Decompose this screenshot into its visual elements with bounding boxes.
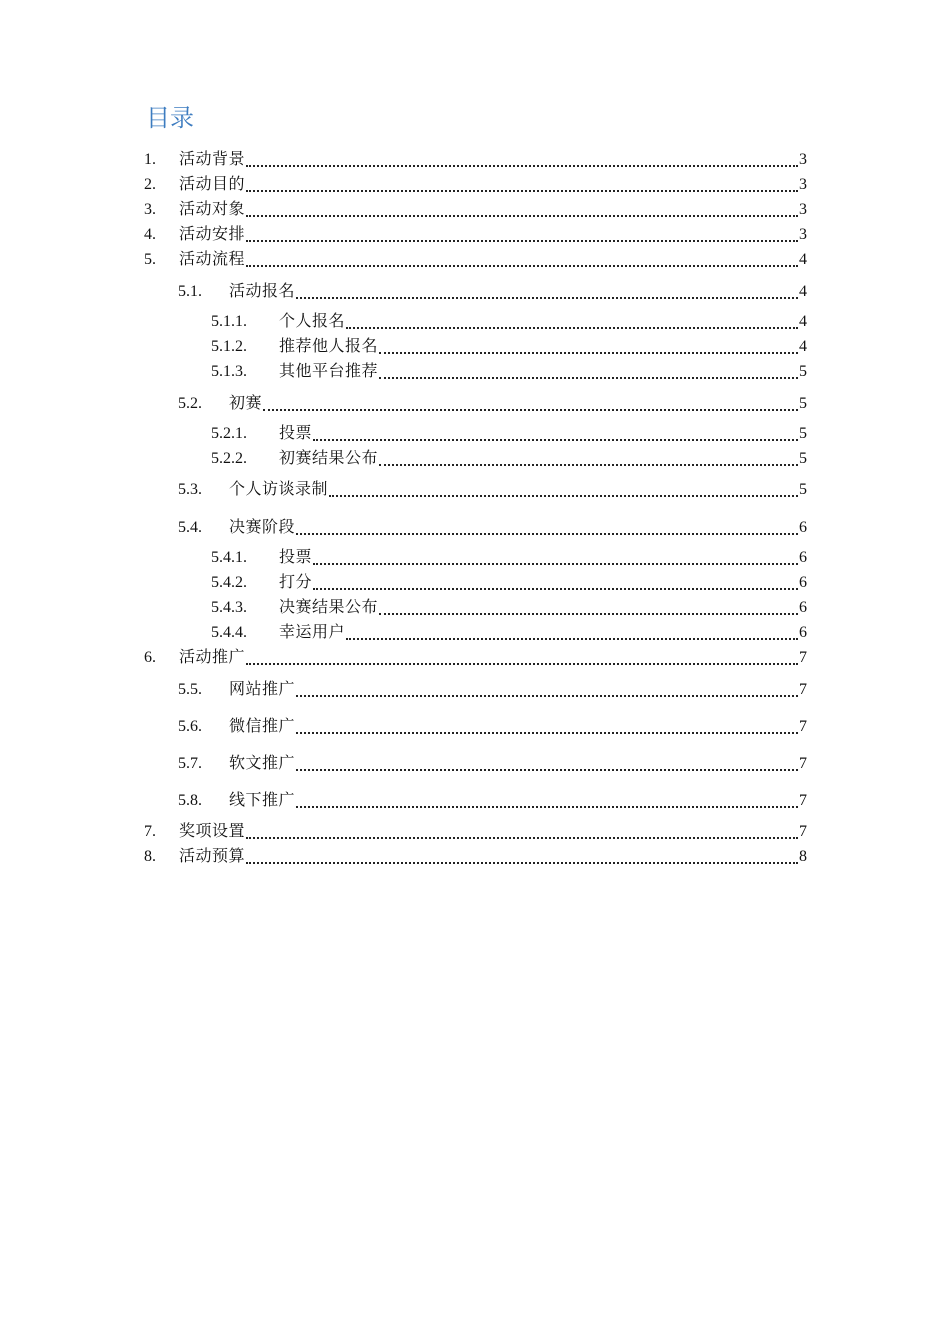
toc-entry-title: 初赛结果公布 bbox=[279, 450, 379, 467]
toc-entry[interactable] bbox=[211, 572, 807, 594]
toc-entry-number: 5.1.3. bbox=[211, 363, 247, 380]
toc-entry-title: 推荐他人报名 bbox=[279, 338, 379, 355]
toc-entry[interactable] bbox=[178, 716, 807, 738]
toc-entry-title: 个人访谈录制 bbox=[229, 481, 329, 498]
toc-dot-leader bbox=[329, 493, 798, 497]
toc-dot-leader bbox=[379, 350, 798, 354]
toc-entry[interactable] bbox=[144, 224, 807, 246]
toc-entry-number: 5.5. bbox=[178, 681, 202, 698]
toc-entry-page-number: 8 bbox=[799, 848, 807, 865]
toc-entry-page-number: 7 bbox=[799, 718, 807, 735]
toc-entry-number: 8. bbox=[144, 848, 156, 865]
toc-entry-title: 活动推广 bbox=[179, 649, 246, 666]
toc-entry[interactable] bbox=[178, 393, 807, 415]
toc-entry-number: 1. bbox=[144, 151, 156, 168]
toc-entry-title: 活动安排 bbox=[179, 226, 246, 243]
toc-entry-title: 网站推广 bbox=[229, 681, 296, 698]
toc-entry-title: 幸运用户 bbox=[279, 624, 346, 641]
toc-entry-page-number: 5 bbox=[799, 363, 807, 380]
toc-entry[interactable] bbox=[211, 448, 807, 470]
toc-entry-title: 决赛阶段 bbox=[229, 519, 296, 536]
toc-entry[interactable] bbox=[178, 753, 807, 775]
toc-entry[interactable] bbox=[178, 790, 807, 812]
toc-dot-leader bbox=[379, 375, 798, 379]
toc-dot-leader bbox=[313, 586, 798, 590]
toc-entry-page-number: 3 bbox=[799, 176, 807, 193]
toc-dot-leader bbox=[246, 661, 798, 665]
toc-entry-page-number: 4 bbox=[799, 283, 807, 300]
toc-entry-number: 5.6. bbox=[178, 718, 202, 735]
toc-entry[interactable] bbox=[211, 423, 807, 445]
toc-entry-page-number: 4 bbox=[799, 313, 807, 330]
toc-dot-leader bbox=[379, 611, 798, 615]
toc-dot-leader bbox=[246, 835, 798, 839]
toc-entry-title: 活动目的 bbox=[179, 176, 246, 193]
toc-entry-number: 4. bbox=[144, 226, 156, 243]
toc-dot-leader bbox=[246, 860, 798, 864]
toc-dot-leader bbox=[296, 295, 798, 299]
toc-entry-title: 软文推广 bbox=[229, 755, 296, 772]
toc-dot-leader bbox=[379, 462, 798, 466]
toc-entry-page-number: 6 bbox=[799, 549, 807, 566]
toc-entry-page-number: 7 bbox=[799, 649, 807, 666]
toc-entry-number: 6. bbox=[144, 649, 156, 666]
toc-entry[interactable] bbox=[211, 311, 807, 333]
toc-entry-number: 5.4.4. bbox=[211, 624, 247, 641]
toc-entry-number: 5. bbox=[144, 251, 156, 268]
toc-entry[interactable] bbox=[144, 174, 807, 196]
toc-dot-leader bbox=[296, 730, 798, 734]
toc-entry-title: 其他平台推荐 bbox=[279, 363, 379, 380]
toc-entry-page-number: 6 bbox=[799, 519, 807, 536]
toc-dot-leader bbox=[296, 693, 798, 697]
toc-entry[interactable] bbox=[211, 547, 807, 569]
toc-entry-page-number: 7 bbox=[799, 755, 807, 772]
toc-dot-leader bbox=[296, 767, 798, 771]
toc-entry[interactable] bbox=[144, 846, 807, 868]
toc-dot-leader bbox=[263, 407, 798, 411]
toc-entry-title: 活动对象 bbox=[179, 201, 246, 218]
toc-dot-leader bbox=[313, 437, 798, 441]
toc-entry-number: 5.1.2. bbox=[211, 338, 247, 355]
toc-dot-leader bbox=[246, 213, 798, 217]
toc-entry-title: 决赛结果公布 bbox=[279, 599, 379, 616]
toc-entry-title: 投票 bbox=[279, 549, 313, 566]
toc-entry-number: 7. bbox=[144, 823, 156, 840]
toc-entry[interactable] bbox=[211, 361, 807, 383]
toc-dot-leader bbox=[246, 188, 798, 192]
toc-entry[interactable] bbox=[211, 336, 807, 358]
toc-entry-page-number: 5 bbox=[799, 481, 807, 498]
toc-entry-page-number: 6 bbox=[799, 574, 807, 591]
toc-entry-title: 活动背景 bbox=[179, 151, 246, 168]
toc-entry-number: 5.3. bbox=[178, 481, 202, 498]
toc-entry-title: 活动预算 bbox=[179, 848, 246, 865]
toc-entry[interactable] bbox=[178, 281, 807, 303]
toc-entry-page-number: 7 bbox=[799, 681, 807, 698]
toc-entry-number: 5.1. bbox=[178, 283, 202, 300]
toc-entry[interactable] bbox=[211, 622, 807, 644]
toc-entry-number: 2. bbox=[144, 176, 156, 193]
toc-dot-leader bbox=[246, 238, 798, 242]
toc-entry-number: 5.8. bbox=[178, 792, 202, 809]
toc-entry-number: 5.4.2. bbox=[211, 574, 247, 591]
toc-entry[interactable] bbox=[144, 199, 807, 221]
toc-entry-page-number: 6 bbox=[799, 624, 807, 641]
toc-entry-number: 5.2.2. bbox=[211, 450, 247, 467]
toc-dot-leader bbox=[296, 531, 798, 535]
toc-entry[interactable] bbox=[144, 149, 807, 171]
toc-entry-page-number: 5 bbox=[799, 425, 807, 442]
toc-dot-leader bbox=[246, 263, 798, 267]
toc-entry-page-number: 5 bbox=[799, 395, 807, 412]
toc-entry-page-number: 6 bbox=[799, 599, 807, 616]
toc-entry[interactable] bbox=[178, 479, 807, 501]
toc-entry-page-number: 4 bbox=[799, 251, 807, 268]
toc-entry[interactable] bbox=[144, 821, 807, 843]
toc-entry-number: 5.7. bbox=[178, 755, 202, 772]
toc-entry-page-number: 7 bbox=[799, 792, 807, 809]
toc-dot-leader bbox=[346, 636, 798, 640]
toc-entry-title: 投票 bbox=[279, 425, 313, 442]
toc-entry-page-number: 3 bbox=[799, 201, 807, 218]
toc-entry-number: 5.2. bbox=[178, 395, 202, 412]
toc-dot-leader bbox=[313, 561, 798, 565]
toc-entry-number: 5.4.1. bbox=[211, 549, 247, 566]
toc-entry[interactable] bbox=[178, 517, 807, 539]
toc-dot-leader bbox=[296, 804, 798, 808]
toc-entry-page-number: 3 bbox=[799, 226, 807, 243]
toc-entry-number: 5.1.1. bbox=[211, 313, 247, 330]
toc-entry-page-number: 4 bbox=[799, 338, 807, 355]
toc-dot-leader bbox=[246, 163, 798, 167]
toc-entry-page-number: 5 bbox=[799, 450, 807, 467]
toc-entry-title: 个人报名 bbox=[279, 313, 346, 330]
toc-entry[interactable] bbox=[178, 679, 807, 701]
toc-entry-title: 微信推广 bbox=[229, 718, 296, 735]
toc-entry-title: 打分 bbox=[279, 574, 313, 591]
toc-title: 目录 bbox=[146, 104, 194, 132]
toc-entry-title: 线下推广 bbox=[229, 792, 296, 809]
toc-entry-title: 初赛 bbox=[229, 395, 263, 412]
toc-entry[interactable] bbox=[211, 597, 807, 619]
toc-entry-page-number: 7 bbox=[799, 823, 807, 840]
toc-entry[interactable] bbox=[144, 249, 807, 271]
toc-entry-number: 3. bbox=[144, 201, 156, 218]
toc-entry-title: 活动报名 bbox=[229, 283, 296, 300]
toc-entry-page-number: 3 bbox=[799, 151, 807, 168]
toc-entry-number: 5.4.3. bbox=[211, 599, 247, 616]
toc-entry[interactable] bbox=[144, 647, 807, 669]
toc-dot-leader bbox=[346, 325, 798, 329]
toc-entry-title: 活动流程 bbox=[179, 251, 246, 268]
toc-entry-number: 5.4. bbox=[178, 519, 202, 536]
toc-entry-title: 奖项设置 bbox=[179, 823, 246, 840]
toc-entry-number: 5.2.1. bbox=[211, 425, 247, 442]
